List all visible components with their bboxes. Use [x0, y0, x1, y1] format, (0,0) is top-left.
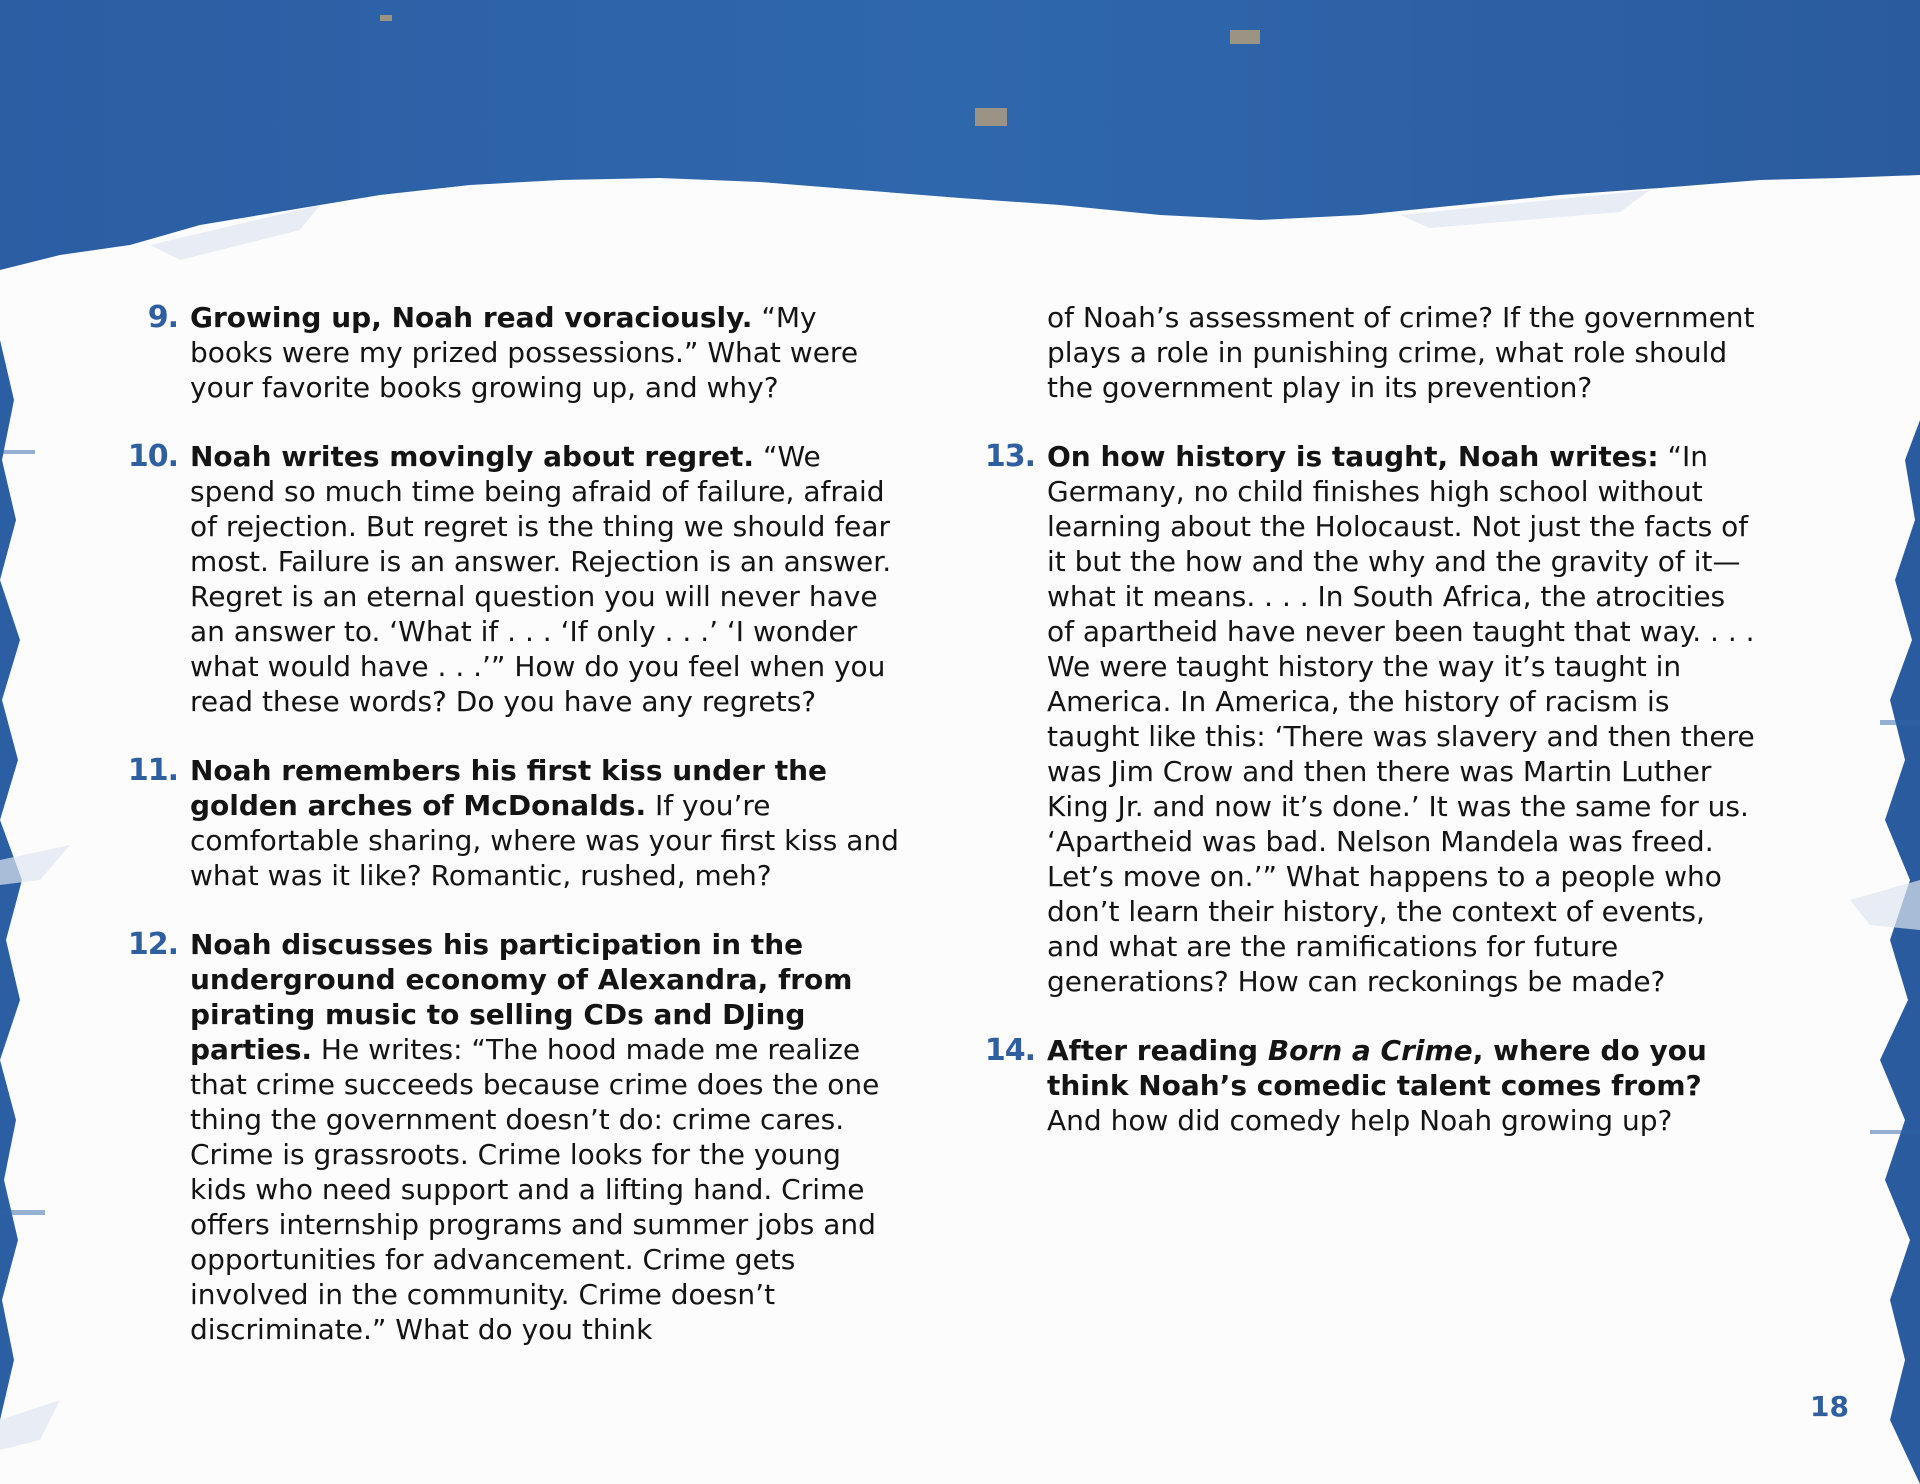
question-number: 14. [984, 1033, 1035, 1068]
question-lead-before: After reading [1047, 1034, 1268, 1067]
question-number: 12. [127, 927, 178, 962]
question-lead-after: , where do you think Noah’s comedic talent comes from? [1047, 1034, 1707, 1102]
question-11 [120, 753, 900, 893]
question-lead [1047, 1034, 1707, 1102]
question-13 [977, 439, 1757, 999]
question-text: “In Germany, no child finishes high school without learning about the Holocaust. Not just the facts of it but the how and the why and the gravity of it—what it means. . . . In South Africa, the atrocities of apartheid have never been taught that way. . . . We were taught history the way it’s taught in America. In America, the history of racism is taught like this: ‘There was slavery and then there was Jim Crow and then there was Martin Luther King Jr. and now it’s done.’ It was the same for us. ‘Apartheid was bad. Nelson Mandela was freed. Let’s move on.’” What happens to a people who don’t learn their history, the context of events, and what are the ramifications for future generations? How can reckonings be made? [1047, 440, 1755, 998]
question-number: 9. [147, 300, 178, 335]
question-text: He writes: “The hood made me realize that crime succeeds because crime does the one thing the government doesn’t do: crime cares. Crime is grassroots. Crime looks for the young kids who need support and a lifting hand. Crime offers internship programs and summer jobs and opportunities for advancement. Crime gets involved in the community. Crime doesn’t discriminate.” What do you think [190, 1033, 880, 1346]
question-14 [977, 1033, 1757, 1138]
question-number: 11. [127, 753, 178, 788]
question-number: 13. [984, 439, 1035, 474]
question-lead: Noah discusses his participation in the underground economy of Alexandra, from pirating music to selling CDs and DJing parties. [190, 928, 853, 1066]
left-column [120, 300, 900, 1381]
right-column [977, 300, 1757, 1172]
question-lead: On how history is taught, Noah writes: [1047, 440, 1659, 473]
question-12 [120, 927, 900, 1347]
question-text: If you’re comfortable sharing, where was your first kiss and what was it like? Romantic, rushed, meh? [190, 789, 899, 892]
question-text: “My books were my prized possessions.” What were your favorite books growing up, and why? [190, 301, 859, 404]
page-number: 18 [1810, 1390, 1849, 1423]
book-title: Born a Crime [1267, 1034, 1473, 1067]
question-text: “We spend so much time being afraid of failure, afraid of rejection. But regret is the thing we should fear most. Failure is an answer. Rejection is an answer. Regret is an eternal question you will never have an answer to. ‘What if . . . ‘If only . . .’ ‘I wonder what would have . . .’” How do you feel when you read these words? Do you have any regrets? [190, 440, 892, 718]
question-lead: Growing up, Noah read voraciously. [190, 301, 753, 334]
question-text: And how did comedy help Noah growing up? [1047, 1104, 1673, 1137]
question-10 [120, 439, 900, 719]
question-lead: Noah writes movingly about regret. [190, 440, 755, 473]
question-number: 10. [127, 439, 178, 474]
question-12-continuation: of Noah’s assessment of crime? If the government plays a role in punishing crime, what role should the government play in its prevention? [1047, 301, 1755, 404]
question-lead: Noah remembers his first kiss under the golden arches of McDonalds. [190, 754, 828, 822]
question-9 [120, 300, 900, 405]
